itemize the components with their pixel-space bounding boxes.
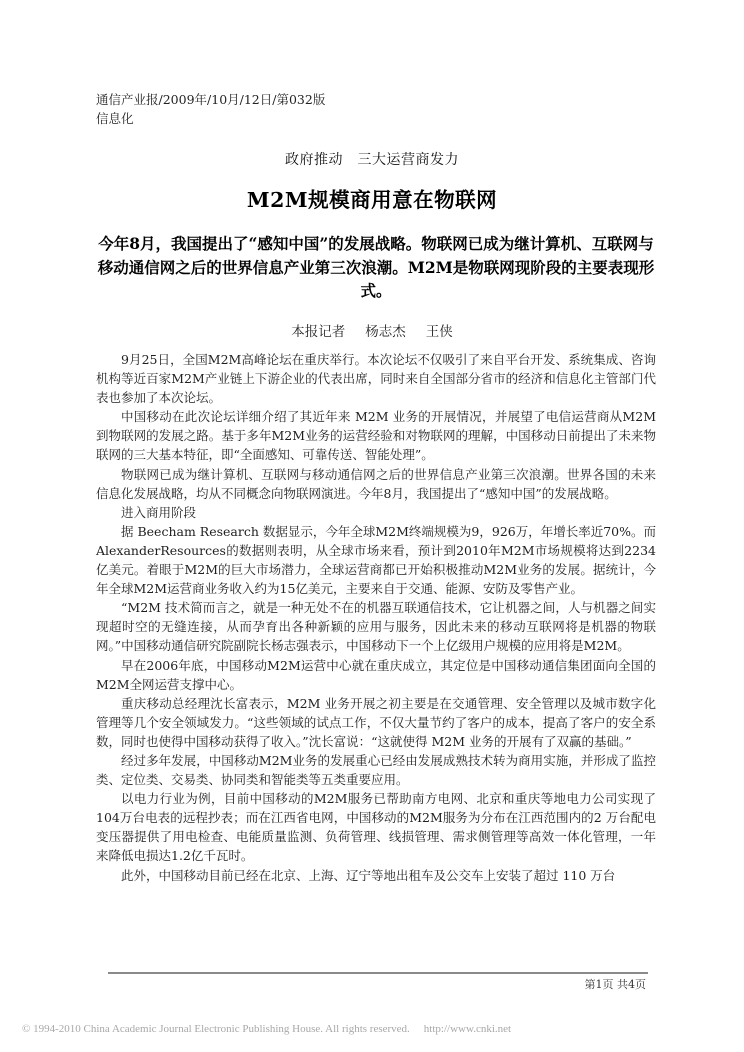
paragraph: 经过多年发展，中国移动M2M业务的发展重心已经由发展成熟技术转为商用实施，并形成了监控类、定位类、交易类、协同类和智能类等五类重要应用。	[96, 752, 656, 788]
paragraph: 以电力行业为例，目前中国移动的M2M服务已帮助南方电网、北京和重庆等地电力公司实现了104万台电表的远程抄表；而在江西省电网，中国移动的M2M服务为分布在江西范围内的2 万台配电变压器提供了用电检查、电能质量监测、负荷管理、线损管理、需求侧管理等高效一体化管理，一年来降低电损达1.2亿千瓦时。	[96, 791, 656, 864]
page-indicator: 第1页 共4页	[584, 978, 646, 991]
paragraph: 9月25日，全国M2M高峰论坛在重庆举行。本次论坛不仅吸引了来自平台开发、系统集成、咨询机构等近百家M2M产业链上下游企业的代表出席，同时来自全国部分省市的经济和信息化主管部门代表也参加了本次论坛。	[96, 352, 656, 406]
footer-divider	[108, 972, 648, 974]
source-line: 通信产业报/2009年/10月/12日/第032版	[96, 92, 326, 107]
copyright-notice	[0, 1023, 744, 1035]
paragraph: 重庆移动总经理沈长富表示，M2M 业务开展之初主要是在交通管理、安全管理以及城市数字化管理等几个安全领域发力。“这些领域的试点工作，不仅大量节约了客户的成本，提高了客户的安全系数，同时也使得中国移动获得了收入。”沈长富说：“这就使得 M2M 业务的开展有了双赢的基础。”	[96, 695, 656, 749]
copyright-text: © 1994-2010 China Academic Journal Electronic Publishing House. All rights reserved.	[22, 1023, 410, 1035]
subheading: 进入商用阶段	[121, 504, 197, 520]
paragraph: 早在2006年底，中国移动M2M运营中心就在重庆成立，其定位是中国移动通信集团面向全国的M2M全网运营支撑中心。	[96, 657, 656, 692]
cnki-link[interactable]: http://www.cnki.net	[423, 1023, 512, 1035]
section-label: 信息化	[96, 111, 134, 126]
paragraph: “M2M 技术简而言之，就是一种无处不在的机器互联通信技术，它让机器之间，人与机器之间实现超时空的无缝连接，从而孕育出各种新颖的应用与服务，因此未来的移动互联网将是机器的物联网。”中国移动通信研究院副院长杨志强表示，中国移动下一个上亿级用户规模的应用将是M2M。	[96, 600, 656, 654]
source-header	[96, 90, 325, 128]
paragraph: 中国移动在此次论坛详细介绍了其近年来 M2M 业务的开展情况，并展望了电信运营商从M2M到物联网的发展之路。基于多年M2M业务的运营经验和对物联网的理解，中国移动日前提出了未来物联网的三大基本特征，即“全面感知、可靠传送、智能处理”。	[96, 409, 656, 463]
byline-author: 杨志杰	[365, 324, 406, 340]
byline-author: 王侠	[425, 324, 453, 340]
paragraph: 据 Beecham Research 数据显示，今年全球M2M终端规模为9，926万，年增长率近70%。而AlexanderResources的数据则表明，从全球市场来看，预计到2010年M2M市场规模将达到2234亿美元。着眼于M2M的巨大市场潜力，全球运营商都已开始积极推动M2M业务的发展。据统计，今年全球M2M运营商业务收入约为15亿美元，主要来自于交通、能源、安防及零售产业。	[96, 523, 657, 597]
paragraph: 物联网已成为继计算机、互联网与移动通信网之后的世界信息产业第三次浪潮。世界各国的未来信息化发展战略，均从不同概念向物联网演进。今年8月，我国提出了“感知中国”的发展战略。	[96, 466, 656, 501]
article-kicker: 政府推动 三大运营商发力	[285, 152, 459, 168]
paragraph: 此外，中国移动目前已经在北京、上海、辽宁等地出租车及公交车上安装了超过 110 万台	[121, 867, 616, 883]
byline-label: 本报记者	[291, 324, 346, 340]
byline	[0, 320, 744, 340]
article-title: M2M规模商用意在物联网	[246, 188, 498, 212]
article-body	[96, 350, 656, 885]
article-lede: 今年8月，我国提出了“感知中国”的发展战略。物联网已成为继计算机、互联网与移动通信网之后的世界信息产业第三次浪潮。M2M是物联网现阶段的主要表现形式。	[97, 234, 655, 300]
